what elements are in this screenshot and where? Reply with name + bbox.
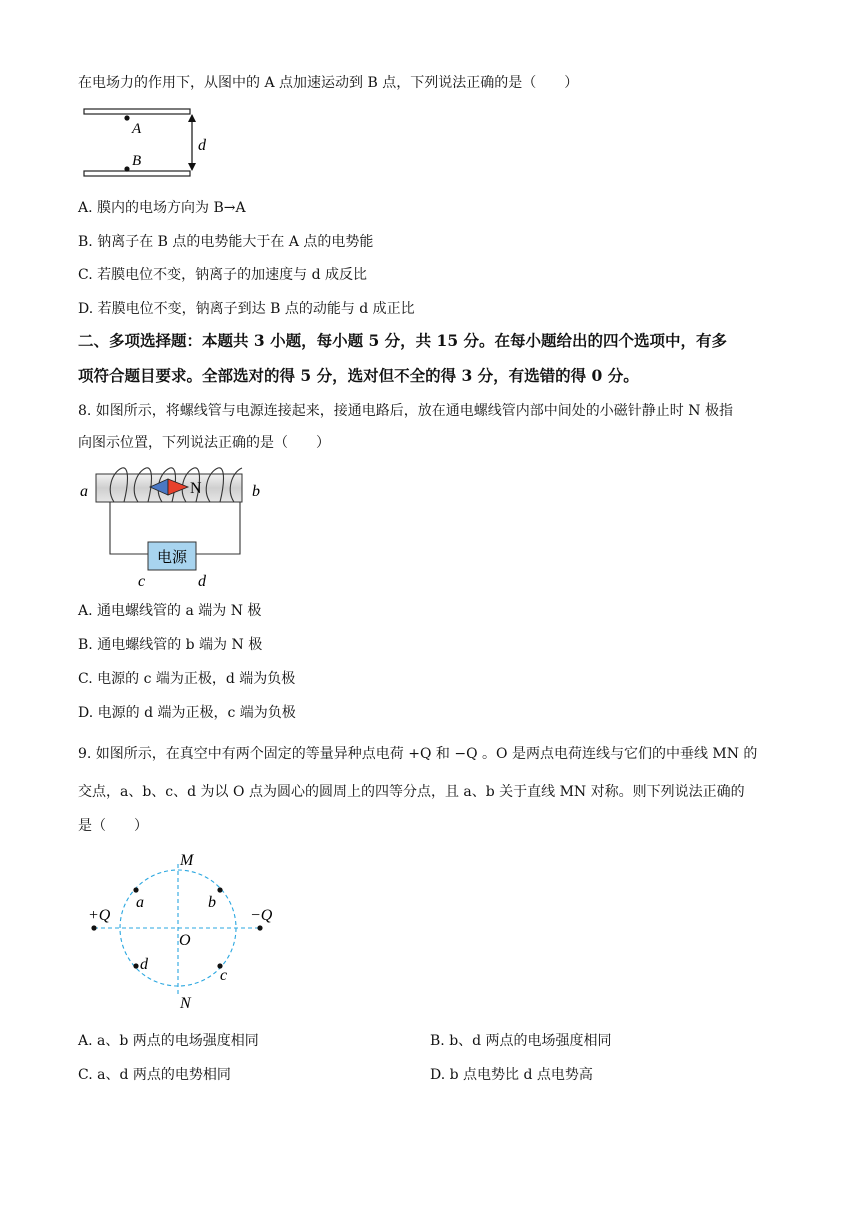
- q9-label-b: b: [208, 894, 216, 911]
- q9-label-m: M: [180, 852, 194, 869]
- q9-option-c: C. a、d 两点的电势相同: [78, 1067, 231, 1083]
- q9-stem-line1: 9. 如图所示，在真空中有两个固定的等量异种点电荷 +Q 和 −Q 。O 是两点电荷连线与它们的中垂线 MN 的: [78, 746, 758, 762]
- q7-label-b: B: [132, 153, 142, 169]
- q9-option-b: B. b、d 两点的电场强度相同: [430, 1033, 612, 1049]
- q8-label-d: d: [198, 573, 206, 590]
- q8-label-c: c: [138, 573, 146, 590]
- q8-label-a: a: [80, 483, 88, 500]
- q9-option-a: A. a、b 两点的电场强度相同: [78, 1033, 259, 1049]
- q9-label-plus-q: +Q: [88, 907, 111, 924]
- q9-dipole-figure: [86, 850, 286, 1012]
- q8-option-d: D. 电源的 d 端为正极，c 端为负极: [78, 705, 296, 721]
- section2-heading-line2: 项符合题目要求。全部选对的得 5 分，选对但不全的得 3 分，有选错的得 0 分。: [78, 366, 639, 385]
- q8-label-b: b: [252, 483, 260, 500]
- q7-label-a: A: [132, 121, 142, 137]
- q9-option-d: D. b 点电势比 d 点电势高: [430, 1067, 593, 1083]
- q8-option-b: B. 通电螺线管的 b 端为 N 极: [78, 637, 263, 653]
- q7-option-b: B. 钠离子在 B 点的电势能大于在 A 点的电势能: [78, 234, 374, 250]
- q7-option-c: C. 若膜电位不变，钠离子的加速度与 d 成反比: [78, 267, 367, 283]
- q9-label-n: N: [180, 995, 191, 1012]
- q9-label-a: a: [136, 894, 144, 911]
- q9-label-c: c: [220, 967, 228, 984]
- q8-solenoid-figure: [76, 466, 276, 590]
- q9-label-o: O: [179, 932, 191, 949]
- q9-stem-line2: 交点，a、b、c、d 为以 O 点为圆心的圆周上的四等分点，且 a、b 关于直线 MN 对称。则下列说法正确的: [78, 784, 745, 800]
- q7-stem: 在电场力的作用下，从图中的 A 点加速运动到 B 点，下列说法正确的是（ ）: [78, 75, 579, 91]
- q8-stem-line2: 向图示位置，下列说法正确的是（ ）: [78, 435, 330, 451]
- q7-option-a: A. 膜内的电场方向为 B→A: [78, 200, 246, 216]
- q9-label-d: d: [140, 956, 148, 973]
- q7-label-d: d: [198, 137, 206, 154]
- q7-option-d: D. 若膜电位不变，钠离子到达 B 点的动能与 d 成正比: [78, 301, 415, 317]
- section2-heading-line1: 二、多项选择题：本题共 3 小题，每小题 5 分，共 15 分。在每小题给出的四个选项中，有多: [78, 331, 728, 350]
- q8-power-label: 电源: [156, 548, 188, 566]
- q8-stem-line1: 8. 如图所示，将螺线管与电源连接起来，接通电路后，放在通电螺线管内部中间处的小磁针静止时 N 极指: [78, 403, 733, 419]
- q8-label-n: N: [190, 480, 202, 497]
- q8-option-a: A. 通电螺线管的 a 端为 N 极: [78, 603, 262, 619]
- q9-label-minus-q: −Q: [250, 907, 273, 924]
- q8-option-c: C. 电源的 c 端为正极，d 端为负极: [78, 671, 296, 687]
- q9-stem-line3: 是（ ）: [78, 818, 148, 834]
- q7-membrane-figure: [80, 106, 220, 182]
